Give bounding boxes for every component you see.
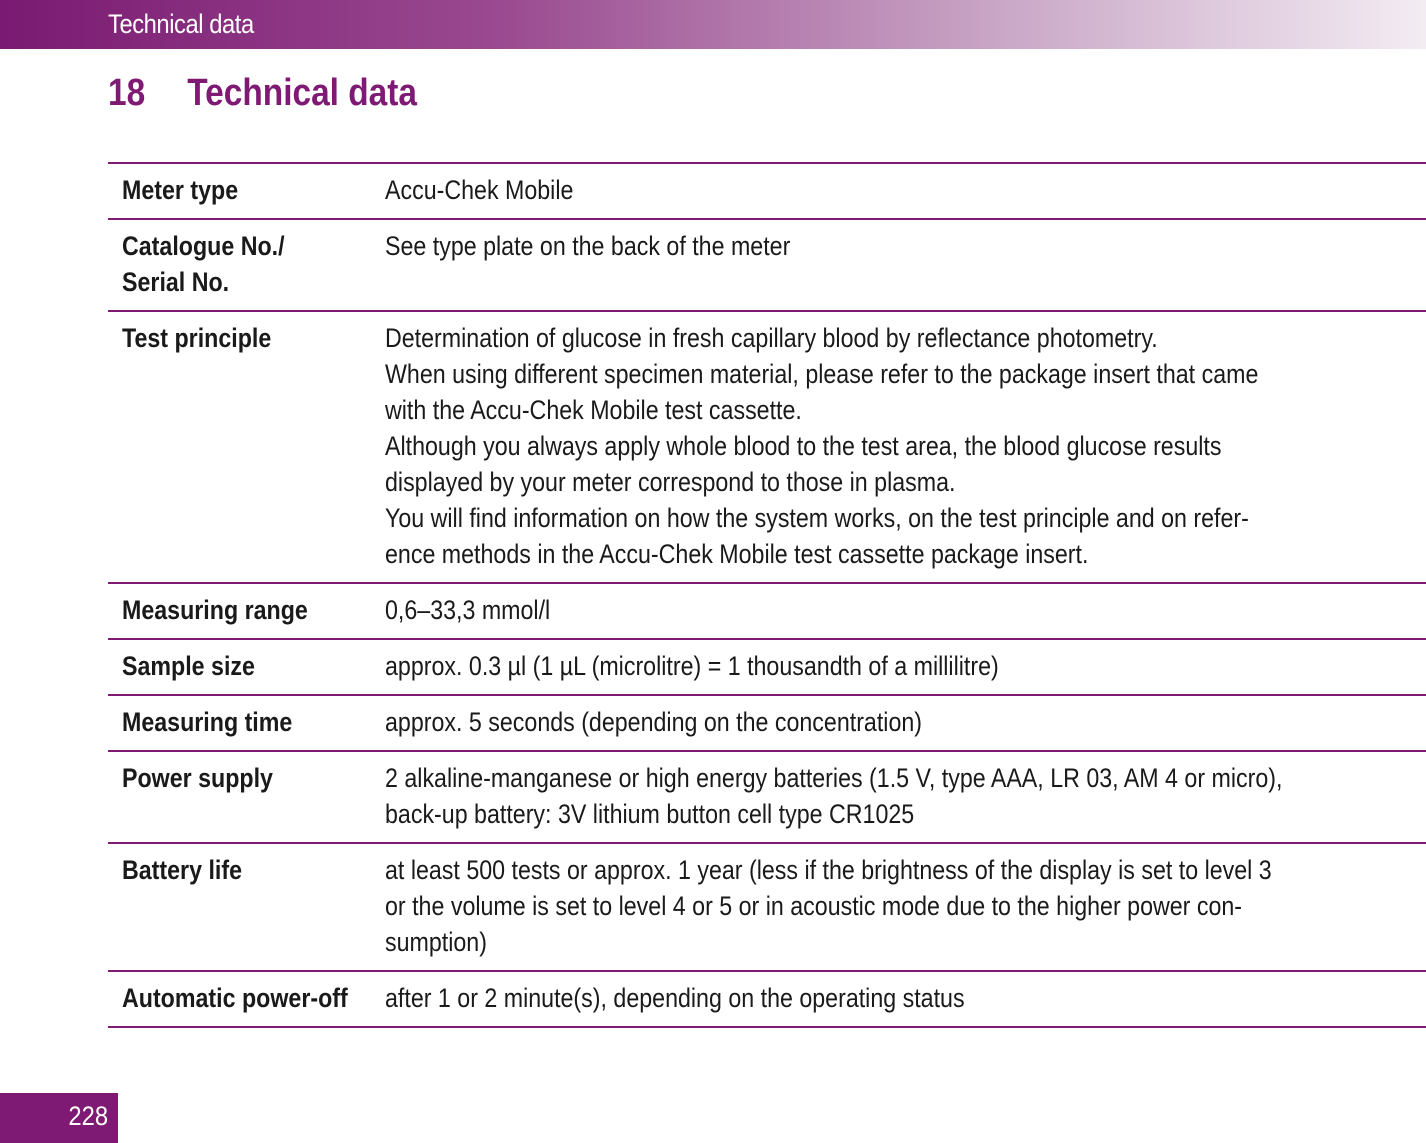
spec-value — [385, 320, 1365, 572]
spec-label-cell — [108, 971, 385, 1027]
spec-value-line: Although you always apply whole blood to the test area, the blood glucose results — [384, 431, 1221, 461]
spec-value-line: ence methods in the Accu-Chek Mobile test cassette package insert. — [384, 539, 1088, 569]
spec-label-line: Serial No. — [122, 267, 230, 297]
spec-label-cell — [108, 583, 385, 639]
spec-value — [385, 228, 1365, 264]
spec-value-cell — [385, 843, 1426, 971]
table-row — [108, 583, 1426, 639]
technical-data-table-body — [108, 163, 1426, 1027]
spec-label — [122, 172, 348, 208]
spec-label-cell — [108, 163, 385, 219]
spec-label — [122, 648, 348, 684]
spec-label — [122, 760, 348, 796]
spec-label — [122, 852, 348, 888]
table-row — [108, 843, 1426, 971]
spec-value-cell — [385, 311, 1426, 583]
spec-value-line: approx. 0.3 µl (1 µL (microlitre) = 1 thousandth of a millilitre) — [384, 651, 999, 681]
spec-value — [385, 592, 1365, 628]
spec-value — [385, 852, 1365, 960]
spec-label-cell — [108, 843, 385, 971]
spec-value — [385, 980, 1365, 1016]
spec-value — [385, 648, 1365, 684]
spec-value — [385, 760, 1365, 832]
spec-value-line: displayed by your meter correspond to those in plasma. — [384, 467, 955, 497]
spec-label-cell — [108, 751, 385, 843]
page-number-box — [0, 1093, 118, 1143]
spec-label-line: Meter type — [122, 175, 239, 205]
table-row — [108, 311, 1426, 583]
spec-label — [122, 980, 348, 1016]
spec-value-cell — [385, 639, 1426, 695]
spec-label — [122, 320, 348, 356]
spec-label-line: Power supply — [122, 763, 273, 793]
spec-value-line: When using different specimen material, please refer to the package insert that came — [384, 359, 1258, 389]
spec-label — [122, 592, 348, 628]
spec-label — [122, 228, 348, 300]
technical-data-table — [108, 162, 1426, 1028]
spec-label-line: Test principle — [122, 323, 272, 353]
spec-value-cell — [385, 695, 1426, 751]
spec-value-line: 0,6–33,3 mmol/l — [384, 595, 550, 625]
spec-label-cell — [108, 311, 385, 583]
chapter-number: 18 — [108, 72, 146, 114]
spec-value-line: or the volume is set to level 4 or 5 or in acoustic mode due to the higher power con- — [384, 891, 1242, 921]
spec-label — [122, 704, 348, 740]
spec-value-cell — [385, 219, 1426, 311]
spec-label-line: Sample size — [122, 651, 255, 681]
spec-label-cell — [108, 219, 385, 311]
table-row — [108, 971, 1426, 1027]
spec-value-line: You will find information on how the system works, on the test principle and on refer- — [384, 503, 1249, 533]
spec-value-line: after 1 or 2 minute(s), depending on the operating status — [384, 983, 965, 1013]
spec-value-line: Determination of glucose in fresh capillary blood by reflectance photometry. — [384, 323, 1158, 353]
spec-value-cell — [385, 751, 1426, 843]
spec-value-line: back-up battery: 3V lithium button cell type CR1025 — [384, 799, 914, 829]
table-row — [108, 163, 1426, 219]
spec-label-cell — [108, 639, 385, 695]
spec-value-line: See type plate on the back of the meter — [384, 231, 790, 261]
spec-value-line: approx. 5 seconds (depending on the concentration) — [384, 707, 922, 737]
chapter-heading — [108, 72, 417, 115]
spec-label-line: Battery life — [122, 855, 243, 885]
spec-value-cell — [385, 971, 1426, 1027]
page-number: 228 — [68, 1101, 108, 1131]
spec-value-cell — [385, 163, 1426, 219]
spec-value-line: sumption) — [384, 927, 487, 957]
spec-label-line: Automatic power-off — [122, 983, 348, 1013]
page-header-bar — [0, 0, 1426, 49]
spec-label-cell — [108, 695, 385, 751]
spec-label-line: Measuring time — [122, 707, 293, 737]
spec-value — [385, 172, 1365, 208]
table-row — [108, 639, 1426, 695]
header-title: Technical data — [108, 9, 254, 39]
table-row — [108, 751, 1426, 843]
table-row — [108, 219, 1426, 311]
spec-value-line: at least 500 tests or approx. 1 year (less if the brightness of the display is set to level 3 — [384, 855, 1272, 885]
chapter-title: Technical data — [187, 72, 418, 114]
spec-value — [385, 704, 1365, 740]
spec-label-line: Catalogue No./ — [122, 231, 285, 261]
spec-value-line: 2 alkaline-manganese or high energy batteries (1.5 V, type AAA, LR 03, AM 4 or micro), — [384, 763, 1282, 793]
spec-value-line: with the Accu-Chek Mobile test cassette. — [384, 395, 802, 425]
spec-label-line: Measuring range — [122, 595, 308, 625]
table-row — [108, 695, 1426, 751]
spec-value-line: Accu-Chek Mobile — [384, 175, 573, 205]
spec-value-cell — [385, 583, 1426, 639]
